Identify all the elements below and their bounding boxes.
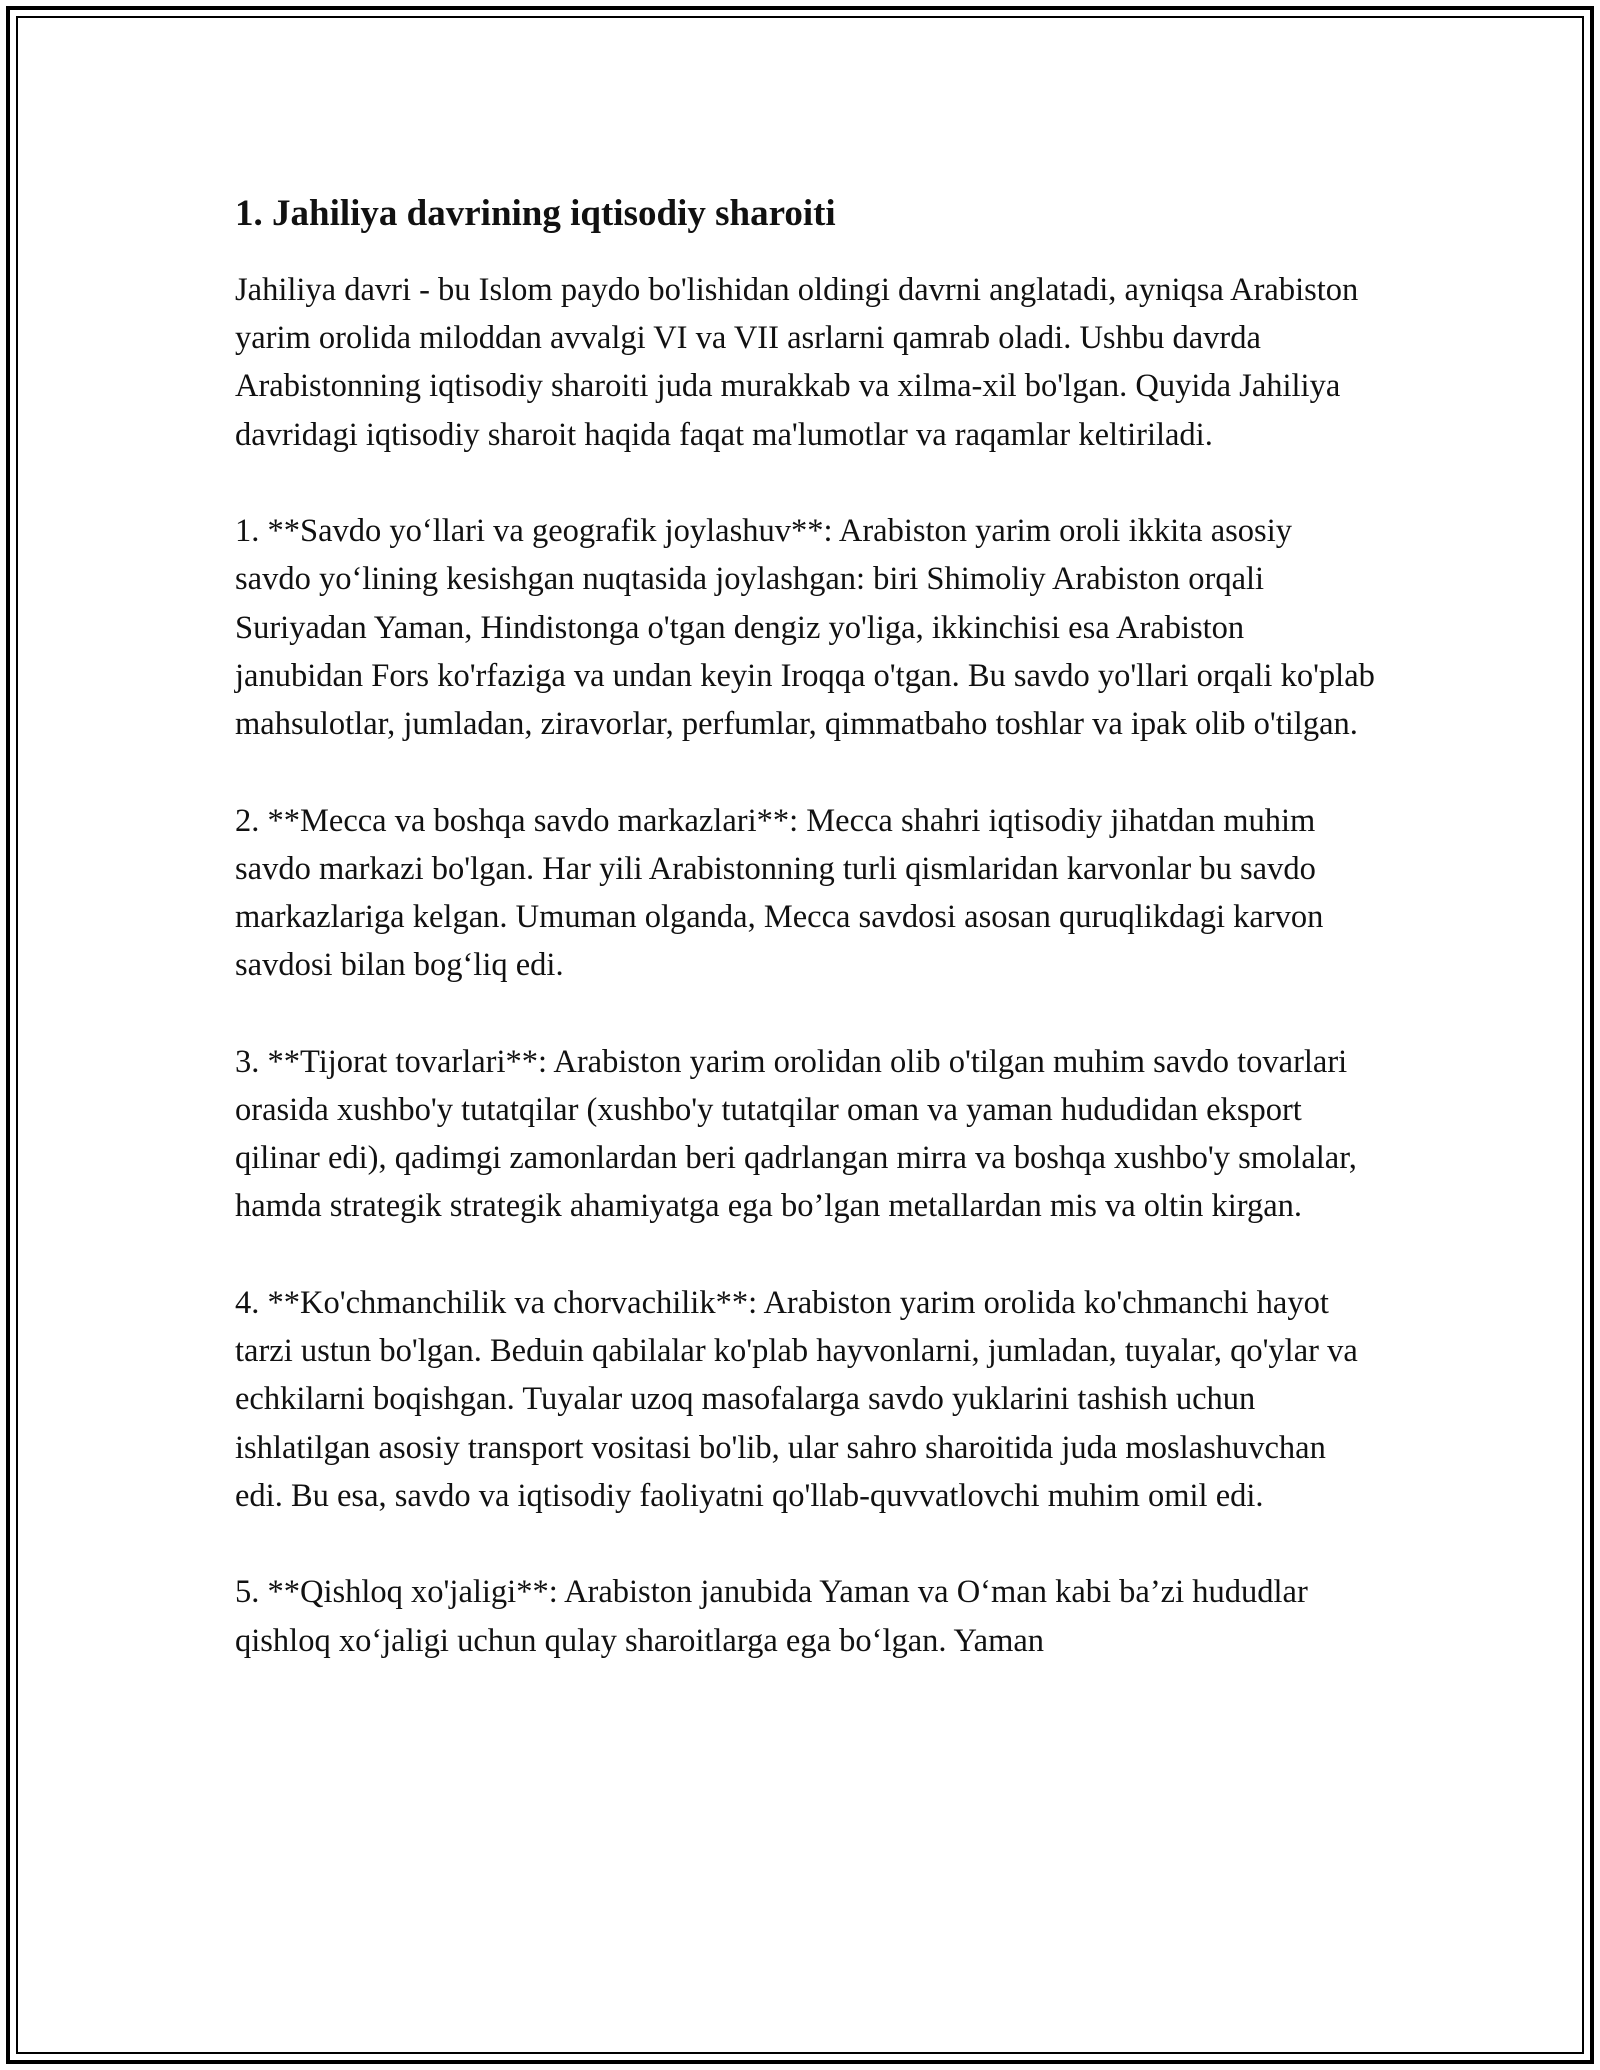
paragraph-nomadism: 4. **Ko'chmanchilik va chorvachilik**: Arabiston yarim orolida ko'chmanchi hayot tarzi ustun bo'lgan. Beduin qabilalar ko'plab hayvonlarni, jumladan, tuyalar, qo'ylar va echkilarni boqishgan. Tuyalar uzoq masofalarga savdo yuklarini tashish uchun ishlatilgan asosiy transport vositasi bo'lib, ular sahro sharoitida juda moslashuvchan edi. Bu esa, savdo va iqtisodiy faoliyatni qo'llab-quvvatlovchi muhim omil edi. — [235, 1285, 1358, 1514]
paragraph-mecca: 2. **Mecca va boshqa savdo markazlari**: Mecca shahri iqtisodiy jihatdan muhim savdo markazi bo'lgan. Har yili Arabistonning turli qismlaridan karvonlar bu savdo markazlariga kelgan. Umuman olganda, Mecca savdosi asosan quruqlikdagi karvon savdosi bilan bog‘liq edi. — [235, 802, 1324, 984]
paragraph-agriculture: 5. **Qishloq xo'jaligi**: Arabiston janubida Yaman va O‘man kabi ba’zi hududlar qishloq xo‘jaligi uchun qulay sharoitlarga ega bo‘lgan. Yaman — [235, 1574, 1308, 1659]
section-heading: 1. Jahiliya davrining iqtisodiy sharoiti — [235, 193, 836, 234]
intro-paragraph: Jahiliya davri - bu Islom paydo bo'lishidan oldingi davrni anglatadi, ayniqsa Arabiston yarim orolida miloddan avvalgi VI va VII asrlarni qamrab oladi. Ushbu davrda Arabistonning iqtisodiy sharoiti juda murakkab va xilma-xil bo'lgan. Quyida Jahiliya davridagi iqtisodiy sharoit haqida faqat ma'lumotlar va raqamlar keltiriladi. — [235, 272, 1359, 453]
document-body — [235, 186, 1375, 1713]
paragraph-trade-routes: 1. **Savdo yo‘llari va geografik joylashuv**: Arabiston yarim oroli ikkita asosiy savdo yo‘lining kesishgan nuqtasida joylashgan: biri Shimoliy Arabiston orqali Suriyadan Yaman, Hindistonga o'tgan dengiz yo'liga, ikkinchisi esa Arabiston janubidan Fors ko'rfaziga va undan keyin Iroqqa o'tgan. Bu savdo yo'llari orqali ko'plab mahsulotlar, jumladan, ziravorlar, perfumlar, qimmatbaho toshlar va ipak olib o'tilgan. — [235, 513, 1375, 743]
paragraph-trade-goods: 3. **Tijorat tovarlari**: Arabiston yarim orolidan olib o'tilgan muhim savdo tovarlari orasida xushbo'y tutatqilar (xushbo'y tutatqilar oman va yaman hududidan eksport qilinar edi), qadimgi zamonlardan beri qadrlangan mirra va boshqa xushbo'y smolalar, hamda strategik strategik ahamiyatga ega bo’lgan metallardan mis va oltin kirgan. — [235, 1043, 1357, 1225]
